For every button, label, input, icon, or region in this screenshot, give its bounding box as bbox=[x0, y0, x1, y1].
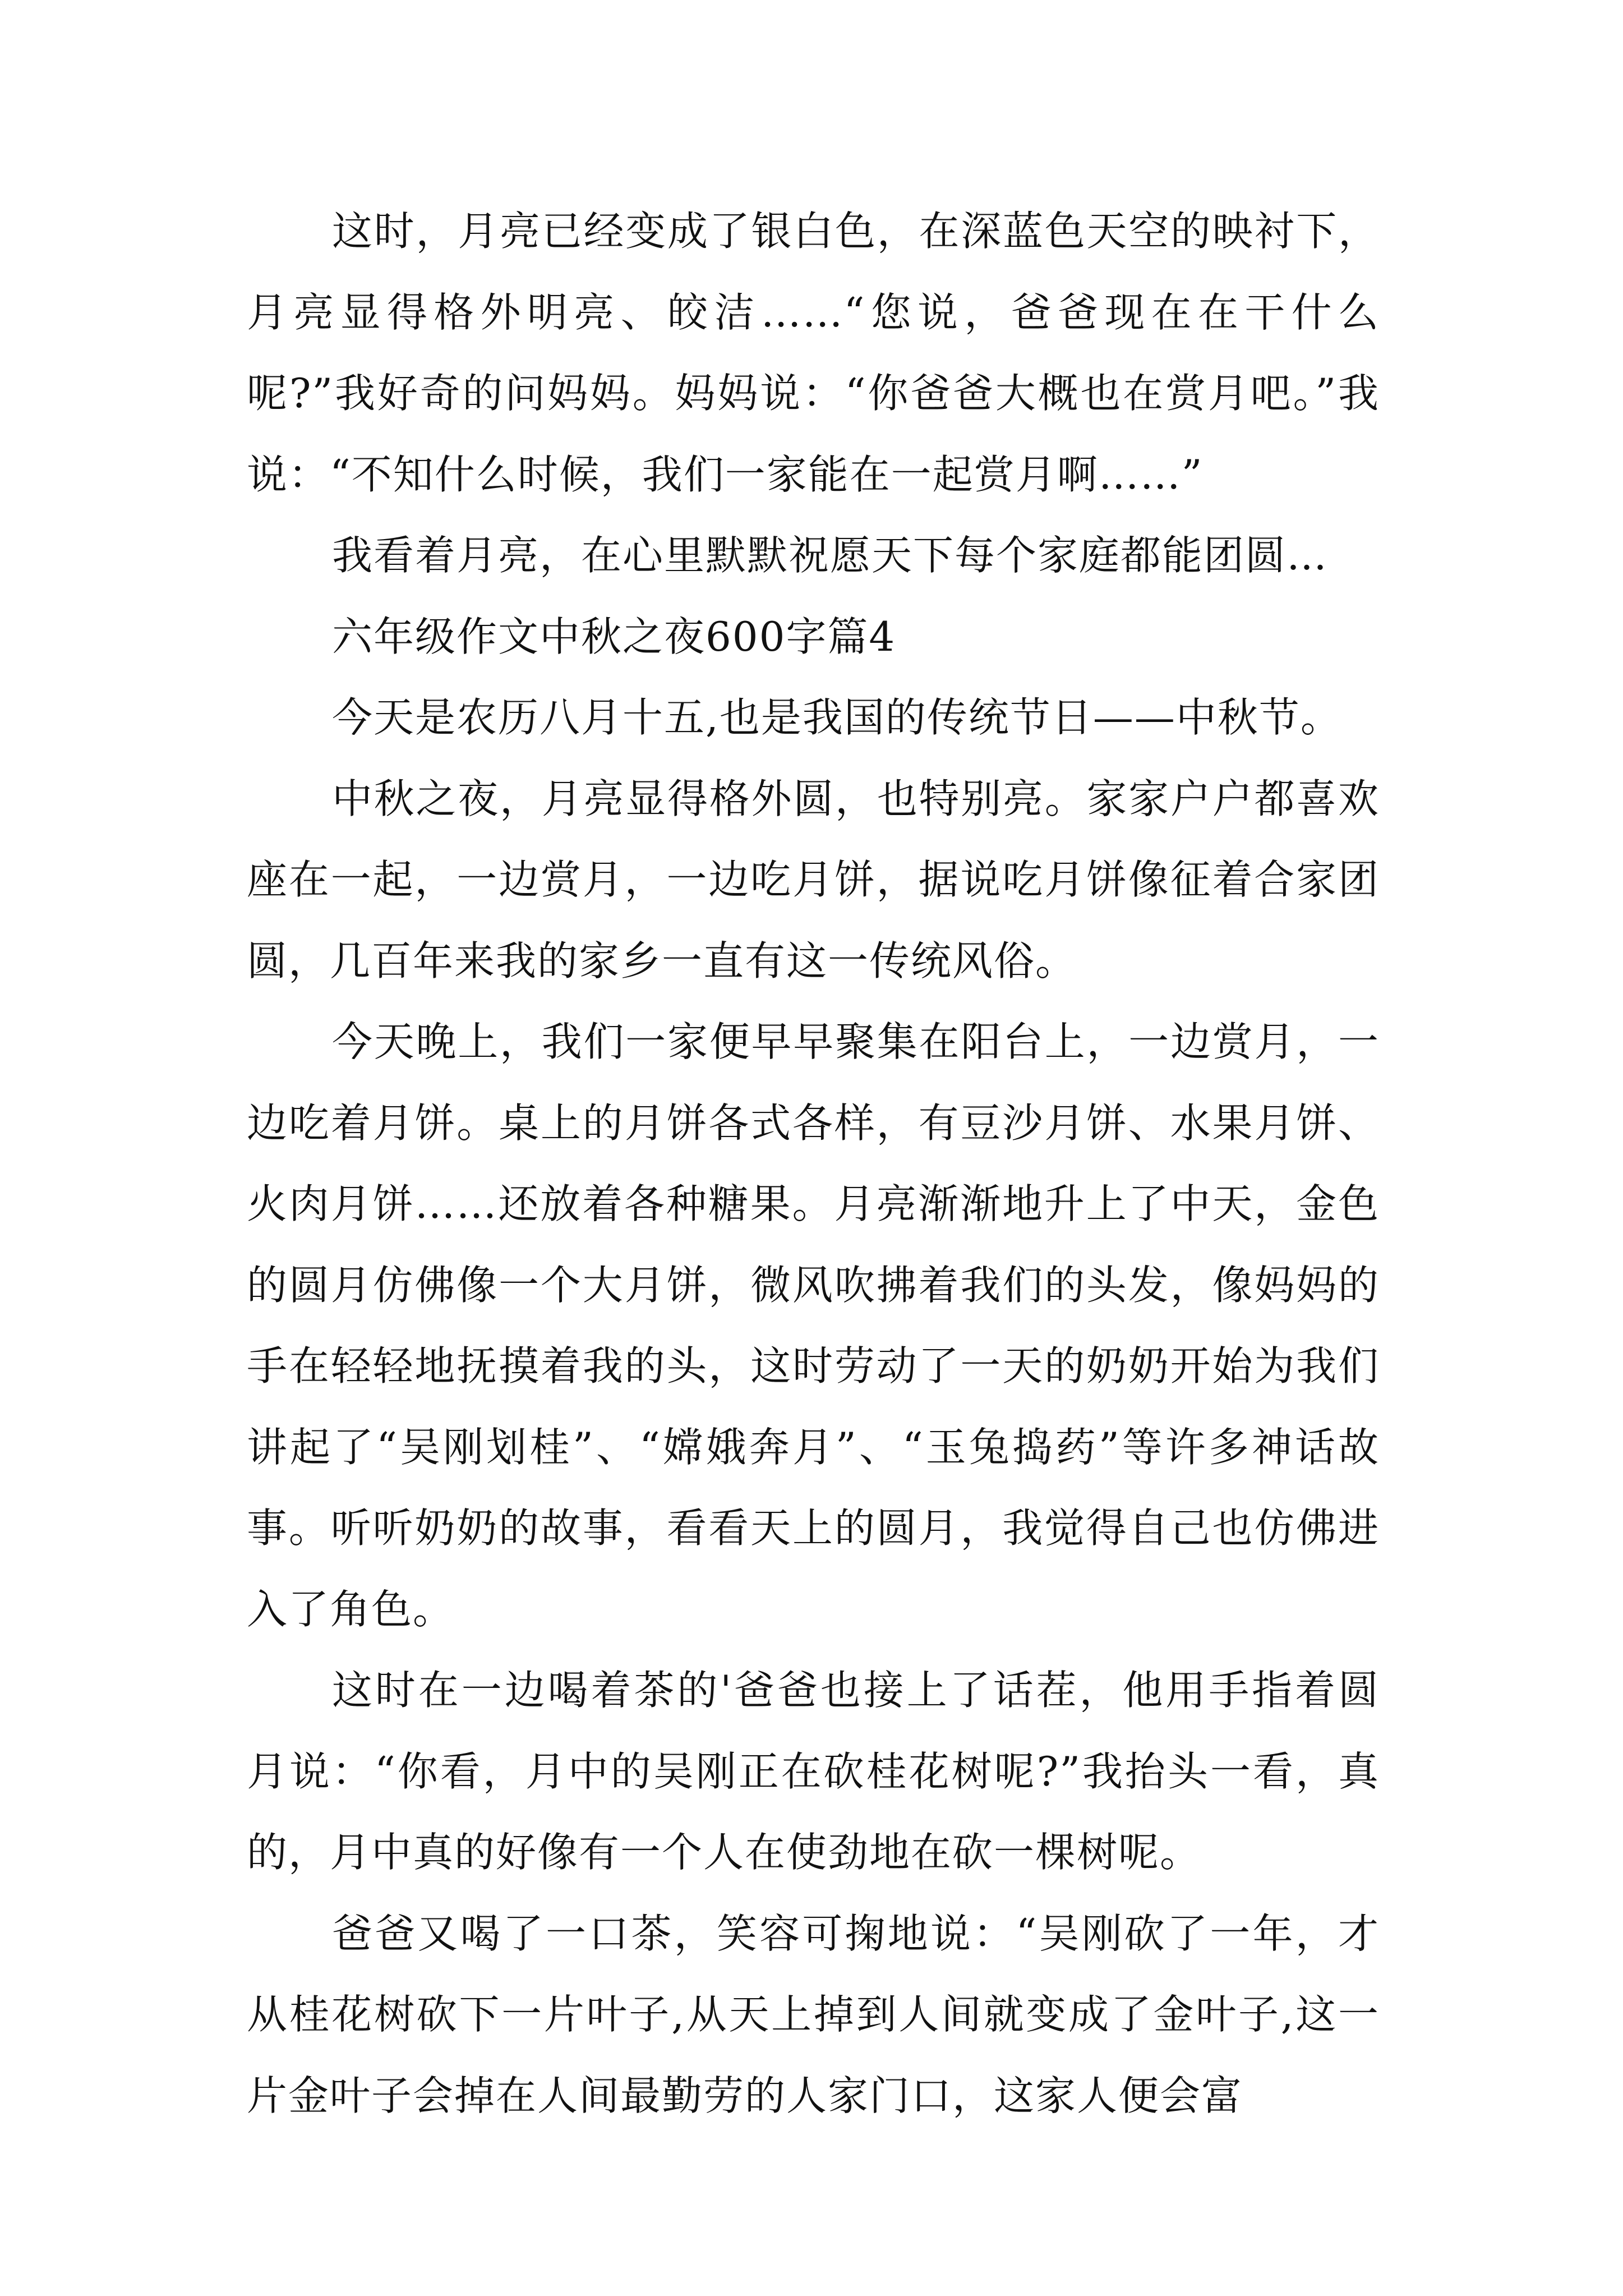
paragraph: 中秋之夜，月亮显得格外圆，也特别亮。家家户户都喜欢座在一起，一边赏月，一边吃月饼，据说吃月饼像征着合家团圆，几百年来我的家乡一直有这一传统风俗。 bbox=[247, 775, 1380, 984]
paragraph: 爸爸又喝了一口茶，笑容可掬地说：“吴刚砍了一年，才从桂花树砍下一片叶子,从天上掉到人间就变成了金叶子,这一片金叶子会掉在人间最勤劳的人家门口，这家人便会富 bbox=[247, 1910, 1380, 2119]
article-body bbox=[247, 191, 1380, 2136]
paragraph: 这时，月亮已经变成了银白色，在深蓝色天空的映衬下，月亮显得格外明亮、皎洁……“您说，爸爸现在在干什么呢?”我好奇的问妈妈。妈妈说：“你爸爸大概也在赏月吧。”我说：“不知什么时候，我们一家能在一起赏月啊……” bbox=[247, 208, 1380, 498]
paragraph: 这时在一边喝着茶的'爸爸也接上了话茬，他用手指着圆月说：“你看，月中的吴刚正在砍桂花树呢?”我抬头一看，真的，月中真的好像有一个人在使劲地在砍一棵树呢。 bbox=[247, 1667, 1380, 1876]
paragraph: 我看着月亮，在心里默默祝愿天下每个家庭都能团圆… bbox=[332, 532, 1329, 579]
paragraph: 今天是农历八月十五,也是我国的传统节日——中秋节。 bbox=[332, 694, 1342, 741]
article-heading: 六年级作文中秋之夜600字篇4 bbox=[332, 613, 896, 660]
paragraph: 今天晚上，我们一家便早早聚集在阳台上，一边赏月，一边吃着月饼。桌上的月饼各式各样，有豆沙月饼、水果月饼、火肉月饼……还放着各种糖果。月亮渐渐地升上了中天，金色的圆月仿佛像一个大月饼，微风吹拂着我们的头发，像妈妈的手在轻轻地抚摸着我的头，这时劳动了一天的奶奶开始为我们讲起了“吴刚划桂”、“嫦娥奔月”、“玉兔捣药”等许多神话故事。听听奶奶的故事，看看天上的圆月，我觉得自己也仿佛进入了角色。 bbox=[247, 1018, 1380, 1633]
